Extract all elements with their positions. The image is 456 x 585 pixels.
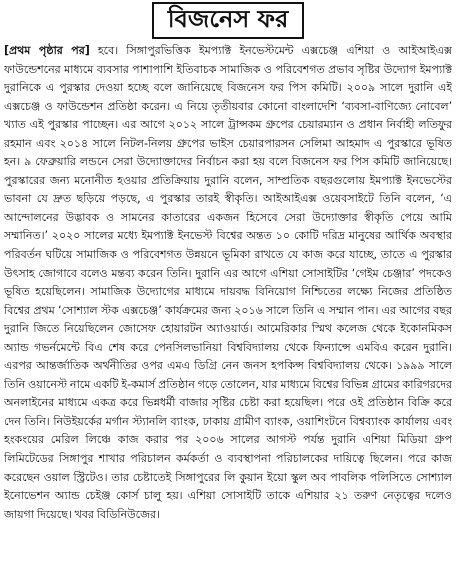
headline: বিজনেস ফর — [152, 2, 305, 39]
headline-container — [0, 2, 456, 39]
article-text: হবে। সিঙ্গাপুরভিত্তিক ইমপ্যাক্ট ইনভেস্টমেন্ট এক্সচেঞ্জ এশিয়া ও আইআইএক্স ফাউন্ডেশনের মাধ্যমে ব্যবসার পাশাপাশি ইতিবাচক সামাজিক ও পরিবেশগত প্রভাব সৃষ্টির উদ্যোগ ইমপ্যাক্ট দুরানিকে এ পুরস্কার দেওয়া হচ্ছে বলে জানিয়েছে বিজনেস ফর পিস কমিটি। ২০০৯ সালে দুরানি এই এক্সচেঞ্জ ও ফাউন্ডেশন প্রতিষ্ঠা করেন। এ নিয়ে তৃতীয়বার কোনো বাংলাদেশি ‘ব্যবসা-বাণিজ্যে নোবেল’ খ্যাত এই পুরস্কার পাচ্ছেন। এর আগে ২০১২ সালে ট্রান্সকম গ্রুপের চেয়ারম্যান ও প্রধান নির্বাহী লতিফুর রহমান এবং ২০১৪ সালে নিটল-নিলয় গ্রুপের ভাইস চেয়ারপারসন সেলিমা আহমাদ এ পুরস্কারে ভূষিত হন। ৯ ফেব্রুয়ারি লন্ডনে সেরা উদ্যোক্তাদের নির্বাচন করা হয় বলে বিজনেস ফর পিস কমিটি জানিয়েছে। পুরস্কারের জন্য মনোনীত হওয়ার প্রতিক্রিয়ায় দুরানি বলেন, সাম্প্রতিক বছরগুলোয় ইমপ্যাক্ট ইনভেস্টের ভাবনা যে দ্রুত ছড়িয়ে পড়ছে, এ পুরস্কার তারই স্বীকৃতি। আইআইএক্স ওয়েবসাইটে তিনি বলেন, ‘এ আন্দোলনের উদ্ভাবক ও সামনের কাতারের একজন হিসেবে সেরা উদ্যোক্তার স্বীকৃতি পেয়ে আমি সম্মানিত।’ ২০২০ সালের মধ্যে ইমপ্যাক্ট ইনভেস্ট বিশ্বের অন্তত ১০ কোটি দরিদ্র মানুষের আর্থিক অবস্থার পরিবর্তন ঘটিয়ে সামাজিক ও পরিবেশগত উন্নয়নে ভূমিকা রাখতে যে কাজ করে যাচ্ছে, তাতে এ পুরস্কার উৎসাহ জোগাবে বলেও মন্তব্য করেন তিনি। দুরানি এর আগে এশিয়া সোসাইটির ‘গেইম চেঞ্জার’ পদকেও ভূষিত হয়েছিলেন। সামাজিক উদ্যোগের মাধ্যমে দায়বদ্ধ বিনিয়োগ নিশ্চিতের লক্ষ্যে নিজের প্রতিষ্ঠিত বিশ্বের প্রথম ‘সোশ্যাল স্টক এক্সচেঞ্জ’ কার্যক্রমের জন্য ২০১৬ সালে তিনি এ সম্মান পান। এর আগের বছর দুরানি জিতে নিয়েছিলেন জোসেফ হোয়ারটন অ্যাওয়ার্ড। আমেরিকার স্মিথ কলেজ থেকে ইকোনমিকস অ্যান্ড গভর্নমেন্টে বিএ শেষ করে পেনসিলভানিয়া বিশ্ববিদ্যালয় থেকে ফিন্যান্সে এমবিএ করেন দুরানি। এরপর আন্তর্জাতিক অর্থনীতির ওপর এমএ ডিগ্রি নেন জনস হপকিন্স বিশ্ববিদ্যালয় থেকে। ১৯৯৯ সালে তিনি ওয়ানেস্ট নামে একটি ই-কমার্স প্রতিষ্ঠান গড়ে তোলেন, যার মাধ্যমে বিশ্বের বিভিন্ন গ্রামের কারিগরদের অনলাইনের মাধ্যমে একত্র করে ভিন্নধর্মী বাজার সৃষ্টির চেষ্টা করা হয়েছিল। পরে ওই প্রতিষ্ঠান বিক্রি করে দেন তিনি। নিউইয়র্কের মর্গান স্ট্যানলি ব্যাংক, ঢাকায় গ্রামীণ ব্যাংক, ওয়াশিংটনে বিশ্বব্যাংক কার্যালয় এবং হংকংয়ের মেরিল লিঞ্চে কাজ করার পর ২০০৬ সালের আগস্ট পর্যন্ত দুরানি এশিয়া মিডিয়া গ্রুপ লিমিটেডের সিঙ্গাপুর শাখার পরিচালন কর্মকর্তা ও ব্যবস্থাপনা পরিচালকের দায়িত্বে ছিলেন। পরে কাজ করেছেন ওয়াল স্ট্রিটেও। তার চেষ্টাতেই সিঙ্গাপুরের লি কুয়ান ইয়ো স্কুল অব পাবলিক পলিসিতে সোশ্যাল ইনোভেশন অ্যান্ড চেইঞ্জ কোর্স চালু হয়। এশিয়া সোসাইটি তাকে এশিয়ার ২১ তরুণ নেতৃত্বের দলেও জায়গা দিয়েছে। খবর বিডিনিউজের। — [4, 44, 452, 521]
article-body — [4, 42, 452, 582]
continued-from-label: প্রথম পৃষ্ঠার পর — [8, 44, 85, 57]
jump-open-bracket: [ — [4, 44, 9, 57]
jump-close-bracket: ] — [84, 44, 90, 57]
